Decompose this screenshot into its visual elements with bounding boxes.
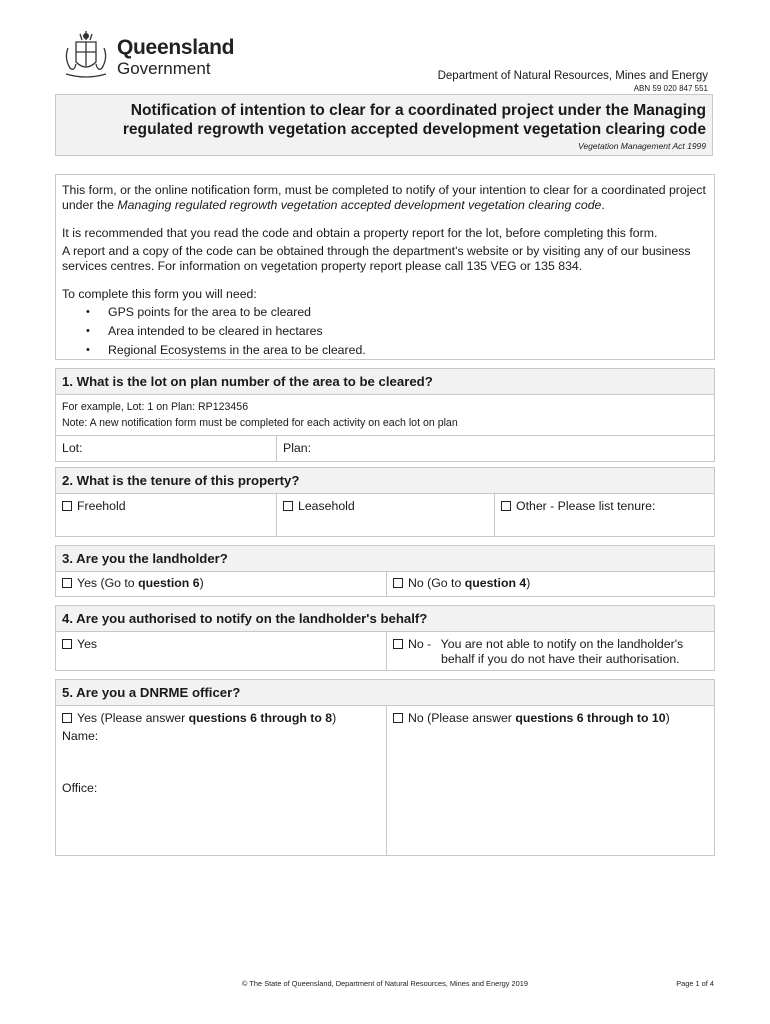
question-1-notes xyxy=(56,395,714,435)
dnrme-no-checkbox[interactable] xyxy=(393,713,403,723)
list-item: • Regional Ecosystems in the area to be cleared. xyxy=(62,343,366,362)
department-name: Department of Natural Resources, Mines and Energy xyxy=(437,70,708,82)
leasehold-option[interactable] xyxy=(276,494,494,536)
officer-office-label[interactable]: Office: xyxy=(62,781,98,795)
code-name: Managing regulated regrowth vegetation accepted development vegetation clearing code xyxy=(117,198,602,212)
authorised-yes-checkbox[interactable] xyxy=(62,639,72,649)
intro-paragraph-4: To complete this form you will need: xyxy=(62,287,257,301)
landholder-options-row xyxy=(56,572,714,596)
dnrme-options-row xyxy=(56,706,714,855)
tenure-options-row xyxy=(56,494,714,536)
leasehold-checkbox[interactable] xyxy=(283,501,293,511)
legislation-name: Vegetation Management Act 1999 xyxy=(578,141,706,151)
brand-name: Queensland xyxy=(117,36,235,59)
authorised-no-text-1: You are not able to notify on the landholder's xyxy=(440,637,684,651)
title-line-2: regulated regrowth vegetation accepted development vegetation clearing code xyxy=(122,121,706,138)
freehold-label: Freehold xyxy=(77,499,126,513)
dnrme-yes-option[interactable]: Yes (Please answer questions 6 through to 8) Name: Office: xyxy=(56,706,386,855)
abn-number: ABN 59 020 847 551 xyxy=(633,84,708,93)
landholder-no-option[interactable]: No (Go to question 4) xyxy=(386,572,714,596)
other-tenure-label: Other - Please list tenure: xyxy=(516,499,656,513)
leasehold-label: Leasehold xyxy=(298,499,355,513)
landholder-no-checkbox[interactable] xyxy=(393,578,403,588)
intro-paragraph-2: It is recommended that you read the code and obtain a property report for the lot, before completing this form. xyxy=(62,226,658,240)
title-line-1: Notification of intention to clear for a coordinated project under the Managing xyxy=(130,102,706,119)
intro-paragraph-3: A report and a copy of the code can be obtained through the department's website or by visiting any of our business services centres. For information on vegetation property report please call 135 VEG or 135 834. xyxy=(62,244,691,273)
authorised-options-row xyxy=(56,632,714,670)
landholder-yes-option[interactable]: Yes (Go to question 6) xyxy=(56,572,386,596)
intro-paragraph-1: This form, or the online notification form, must be completed to notify of your intention to clear for a coordinated project under the Managing regulated regrowth vegetation accepted development vegetation clearing code. xyxy=(62,183,706,212)
authorised-yes-label: Yes xyxy=(77,637,98,651)
question-1-section xyxy=(55,368,715,462)
intro-box xyxy=(55,174,715,360)
other-tenure-checkbox[interactable] xyxy=(501,501,511,511)
authorised-no-option[interactable] xyxy=(386,632,714,670)
question-3-heading: 3. Are you the landholder? xyxy=(56,546,714,572)
brand-subtitle: Government xyxy=(117,59,211,78)
question-4-heading: 4. Are you authorised to notify on the landholder's behalf? xyxy=(56,606,714,632)
landholder-yes-checkbox[interactable] xyxy=(62,578,72,588)
freehold-checkbox[interactable] xyxy=(62,501,72,511)
lot-plan-note: Note: A new notification form must be completed for each activity on each lot on plan xyxy=(62,417,458,429)
lot-plan-row xyxy=(56,435,714,461)
authorised-yes-option[interactable] xyxy=(56,632,386,670)
question-5-section xyxy=(55,679,715,856)
lot-field[interactable] xyxy=(56,436,276,461)
question-1-heading: 1. What is the lot on plan number of the area to be cleared? xyxy=(56,369,714,395)
lot-plan-example: For example, Lot: 1 on Plan: RP123456 xyxy=(62,401,249,413)
authorised-no-checkbox[interactable] xyxy=(393,639,403,649)
lot-label: Lot: xyxy=(62,441,83,455)
list-item: • Area intended to be cleared in hectares xyxy=(62,324,366,343)
question-3-section xyxy=(55,545,715,597)
question-4-section xyxy=(55,605,715,671)
authorised-no-text-2: behalf if you do not have their authorisation. xyxy=(441,652,680,666)
plan-label: Plan: xyxy=(283,441,312,455)
freehold-option[interactable] xyxy=(56,494,276,536)
page-number: Page 1 of 4 xyxy=(676,979,714,988)
question-5-heading: 5. Are you a DNRME officer? xyxy=(56,680,714,706)
requirements-list xyxy=(62,305,366,362)
authorised-no-label: No - xyxy=(408,637,432,651)
dnrme-yes-checkbox[interactable] xyxy=(62,713,72,723)
list-item: • GPS points for the area to be cleared xyxy=(62,305,366,324)
question-2-section xyxy=(55,467,715,537)
plan-field[interactable] xyxy=(276,436,714,461)
dnrme-no-option[interactable]: No (Please answer questions 6 through to 10) xyxy=(386,706,714,855)
officer-name-label[interactable]: Name: xyxy=(62,729,99,743)
queensland-coat-of-arms-logo xyxy=(60,28,112,82)
form-title-box xyxy=(55,94,713,156)
other-tenure-option[interactable] xyxy=(494,494,714,536)
question-2-heading: 2. What is the tenure of this property? xyxy=(56,468,714,494)
footer-copyright: © The State of Queensland, Department of Natural Resources, Mines and Energy 2019 xyxy=(242,979,528,988)
form-title xyxy=(66,101,706,139)
